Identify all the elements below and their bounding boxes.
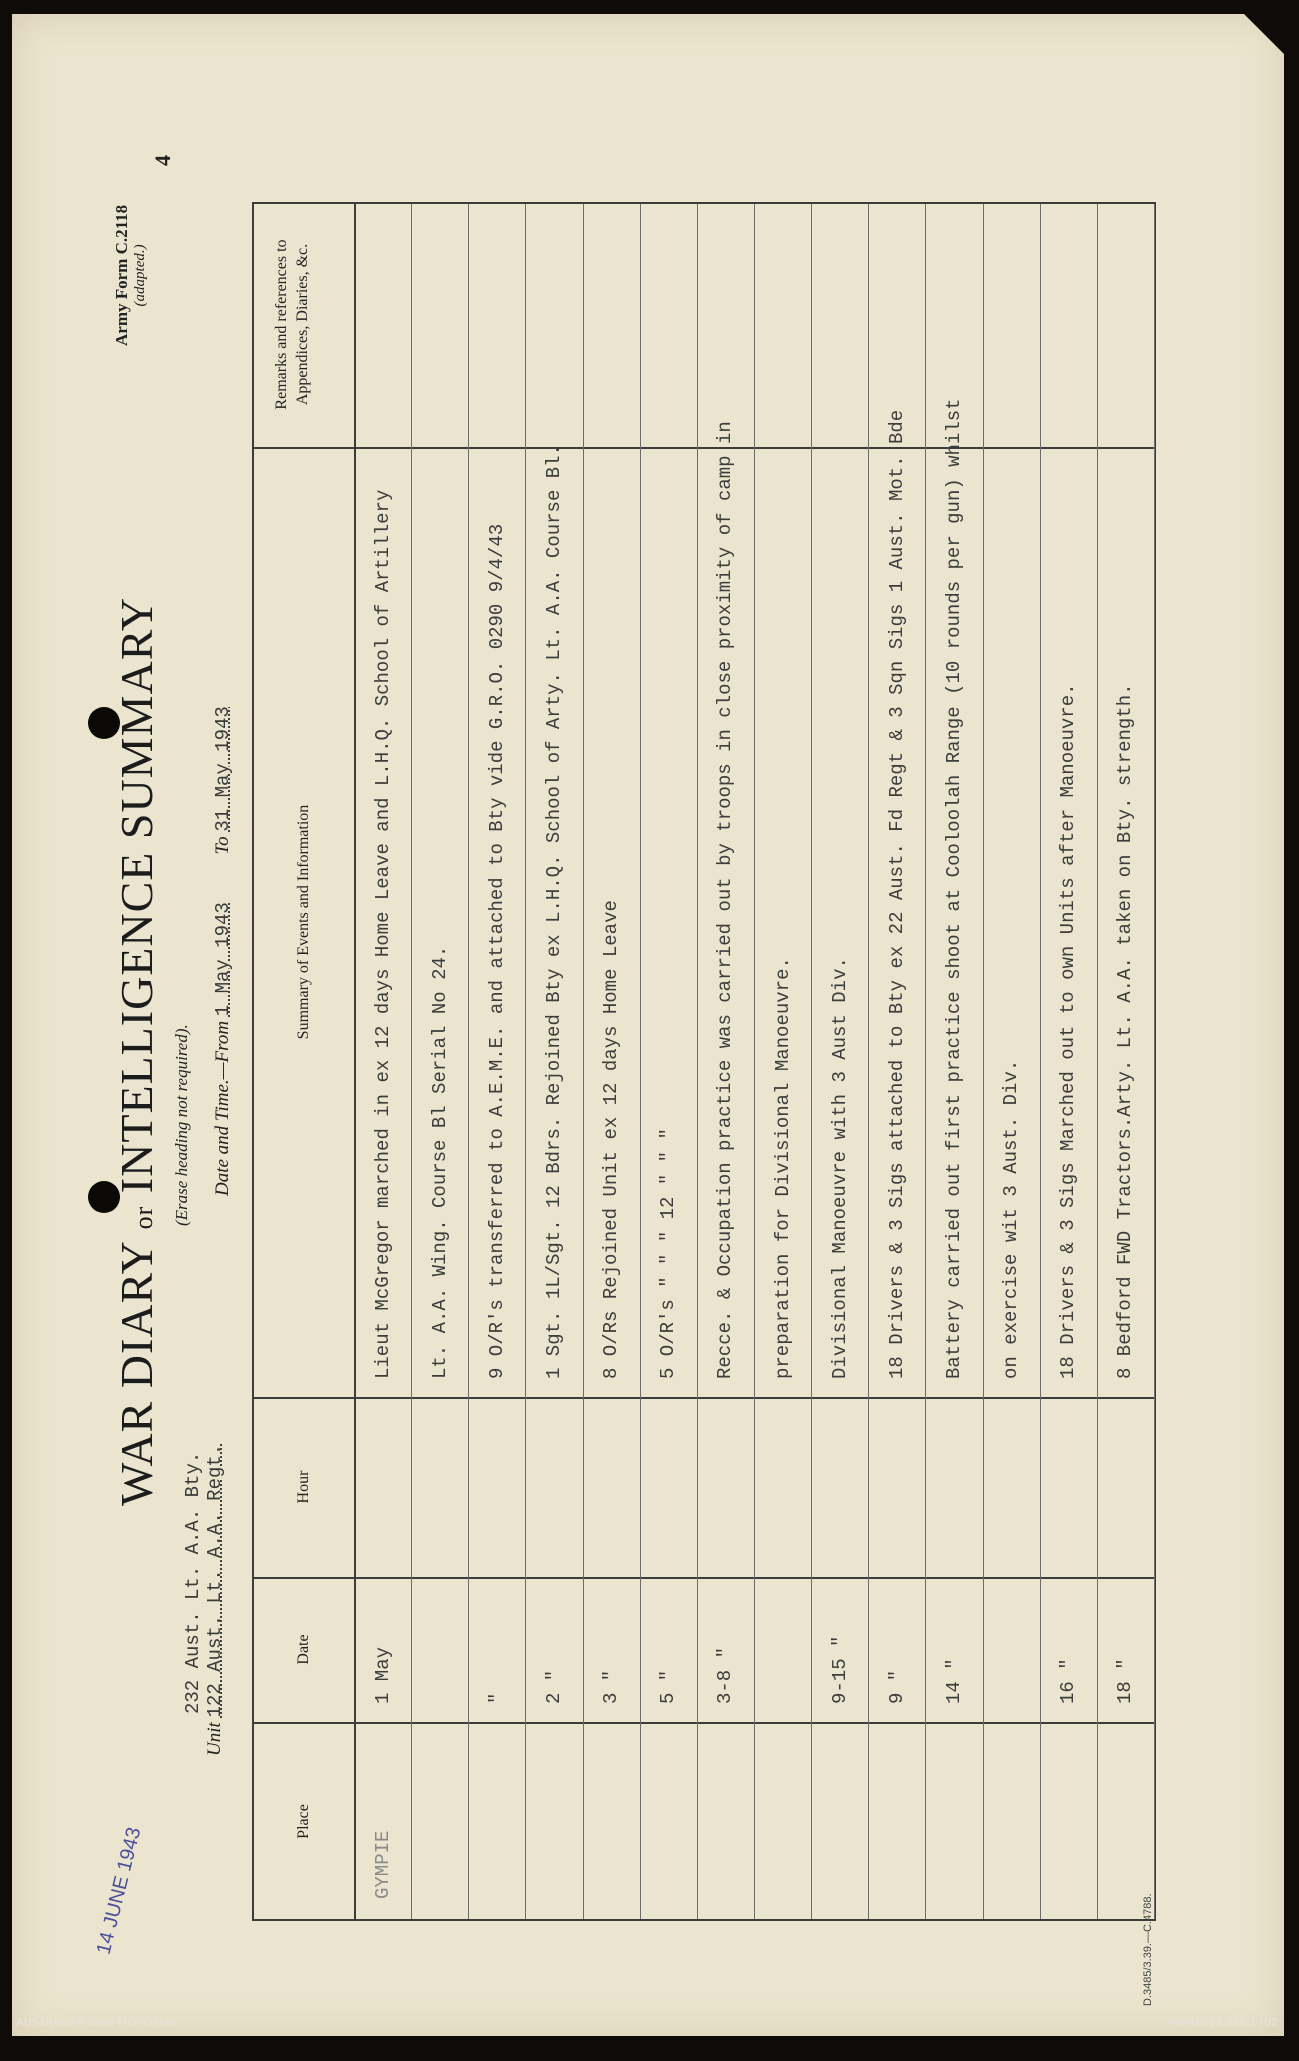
header-remarks: Remarks and references to Appendices, Diaries, &c. [273, 239, 311, 410]
row-summary: on exercise wit 3 Aust. Div. [1000, 1059, 1023, 1379]
row-date: 16 " [1057, 1658, 1080, 1704]
archive-name: AUSTRALIAN WAR MEMORIAL [16, 2016, 177, 2029]
row-date: " [485, 1692, 508, 1704]
row-divider [925, 204, 926, 1919]
row-summary: 1 Sgt. 1L/Sgt. 12 Bdrs. Rejoined Bty ex L.H.Q. School of Arty. Lt. A.A. Course Bl. [543, 444, 565, 1379]
row-summary: Battery carried out first practice shoot at Cooloolah Range (10 rounds per gun) whilst [943, 398, 965, 1379]
header-hour: Hour [295, 1470, 312, 1504]
row-divider [468, 204, 469, 1919]
printer-mark: D.3485/3.39.—C.4788. [1142, 1893, 1154, 2006]
archive-footer [12, 2014, 1284, 2032]
title-war-diary: WAR DIARY [111, 1241, 162, 1506]
row-summary: Divisional Manoeuvre with 3 Aust Div. [828, 957, 851, 1379]
row-divider [1154, 204, 1155, 1919]
row-summary: Lt. A.A. Wing. Course Bl Serial No 24. [428, 945, 451, 1379]
army-form-number [112, 205, 149, 346]
row-divider [583, 204, 584, 1919]
unit-label: Unit [204, 1722, 225, 1756]
row-date: 14 " [943, 1658, 965, 1704]
row-divider [525, 204, 526, 1919]
date-from: 1 May 1943 [212, 902, 234, 1017]
row-date: 2 " [543, 1669, 565, 1704]
row-divider [868, 204, 869, 1919]
row-date: 1 May [371, 1646, 394, 1704]
row-summary: preparation for Divisional Manoeuvre. [771, 957, 794, 1379]
title-intelligence-summary: INTELLIGENCE SUMMARY [111, 596, 162, 1194]
row-divider [983, 204, 984, 1919]
hour-column [254, 1397, 1154, 1579]
archive-id: AWM2019.366.1702 [1166, 2016, 1278, 2029]
row-date: 9-15 " [828, 1635, 851, 1704]
page-number: 4 [150, 155, 175, 166]
rotated-form [12, 14, 1284, 2036]
row-date: 3-8 " [714, 1646, 737, 1704]
row-summary: 8 O/Rs Rejoined Unit ex 12 days Home Leave [600, 900, 623, 1379]
date-time-line [212, 706, 234, 1196]
row-divider [1097, 204, 1098, 1919]
row-summary: 18 Drivers & 3 Sigs Marched out to own Units after Manoeuvre. [1057, 683, 1080, 1379]
row-date: 9 " [885, 1669, 908, 1704]
row-place: GYMPIE [371, 1830, 394, 1899]
form-title [110, 597, 163, 1506]
date-from-label: Date and Time.—From [212, 1020, 233, 1196]
header-date: Date [295, 1634, 312, 1665]
row-date: 3 " [600, 1669, 623, 1704]
erase-note: (Erase heading not required). [172, 1024, 191, 1226]
diary-table [252, 202, 1156, 1921]
date-to-label: To [212, 836, 233, 855]
title-or: or [129, 1205, 158, 1230]
unit-line-2: 122 Aust. Lt. A.A. Regt. [204, 1443, 226, 1718]
row-divider [811, 204, 812, 1919]
row-summary: 8 Bedford FWD Tractors.Arty. Lt. A.A. taken on Bty. strength. [1114, 683, 1137, 1379]
row-divider [1040, 204, 1041, 1919]
row-summary: Recce. & Occupation practice was carried out by troops in close proximity of camp in [714, 421, 737, 1379]
row-summary: Lieut McGregor marched in ex 12 days Home Leave and L.H.Q. School of Artillery [371, 489, 394, 1379]
form-adapted: (adapted.) [132, 244, 148, 307]
row-summary: 9 O/R's transferred to A.E.M.E. and attached to Bty vide G.R.O. 0290 9/4/43 [485, 523, 508, 1379]
row-summary: 5 O/R's " " " 12 " " " [657, 1128, 680, 1379]
row-summary: 18 Drivers & 3 Sigs attached to Bty ex 22 Aust. Fd Regt & 3 Sqn Sigs 1 Aust. Mot. Bde [885, 409, 908, 1379]
remarks-column [254, 202, 1154, 449]
row-divider [754, 204, 755, 1919]
unit-block [182, 1444, 226, 1756]
row-divider [411, 204, 412, 1919]
header-divider [354, 204, 356, 1919]
row-divider [697, 204, 698, 1919]
form-number: Army Form C.2118 [112, 204, 131, 346]
header-place: Place [295, 1804, 312, 1839]
header-summary: Summary of Events and Information [295, 804, 312, 1040]
document-sheet [12, 14, 1284, 2036]
row-date: 5 " [657, 1669, 680, 1704]
date-to: 31 May 1943 [212, 706, 234, 832]
row-divider [640, 204, 641, 1919]
unit-line-1: 232 Aust. Lt. A.A. Bty. [182, 1451, 204, 1714]
received-stamp: 14 JUNE 1943 [92, 1825, 146, 1957]
row-date: 18 " [1114, 1658, 1137, 1704]
